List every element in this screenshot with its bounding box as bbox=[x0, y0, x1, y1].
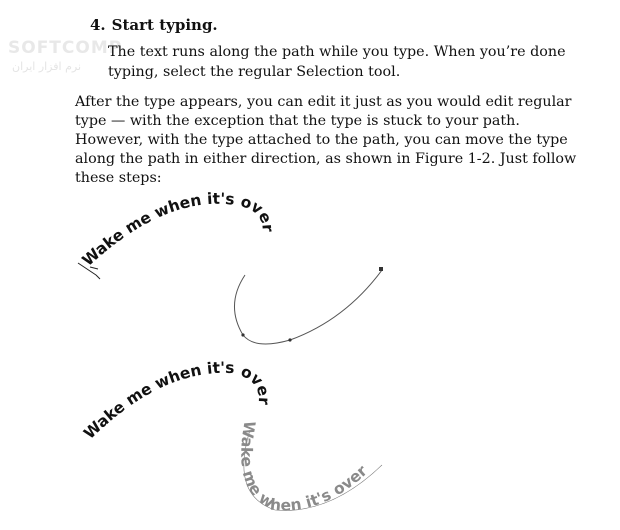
watermark-subtitle: نرم افزار ایران bbox=[12, 60, 82, 73]
body-paragraph: After the type appears, you can edit it just as you would edit regular type — with the exception that the type is stuck to your path. However, with the type attached to the path, you can move the type along the path in either direction, as shown in Figure 1-2. Just follow these steps: bbox=[75, 94, 577, 186]
bottom-path-text-repeat bbox=[237, 420, 371, 515]
bottom-path-text-run: Wake me when it's over bbox=[80, 358, 274, 443]
top-path-end-anchor bbox=[379, 267, 383, 271]
top-path-curve bbox=[234, 270, 382, 344]
top-path-text bbox=[79, 190, 277, 270]
top-path-anchor bbox=[288, 338, 291, 341]
bottom-path-text-repeat-run: Wake me when it's over bbox=[237, 419, 371, 515]
step-heading bbox=[90, 16, 218, 34]
top-path-anchor bbox=[241, 333, 244, 336]
step-body: The text runs along the path while you type. When you’re done typing, select the regular Selection tool. bbox=[108, 44, 566, 80]
step-title: Start typing. bbox=[111, 16, 218, 34]
step-number: 4. bbox=[90, 16, 106, 34]
watermark-logo-text: SOFTCOMP bbox=[8, 38, 123, 58]
top-path-text-run: Wake me when it's over bbox=[78, 189, 277, 270]
figure-type-on-path bbox=[60, 175, 410, 525]
